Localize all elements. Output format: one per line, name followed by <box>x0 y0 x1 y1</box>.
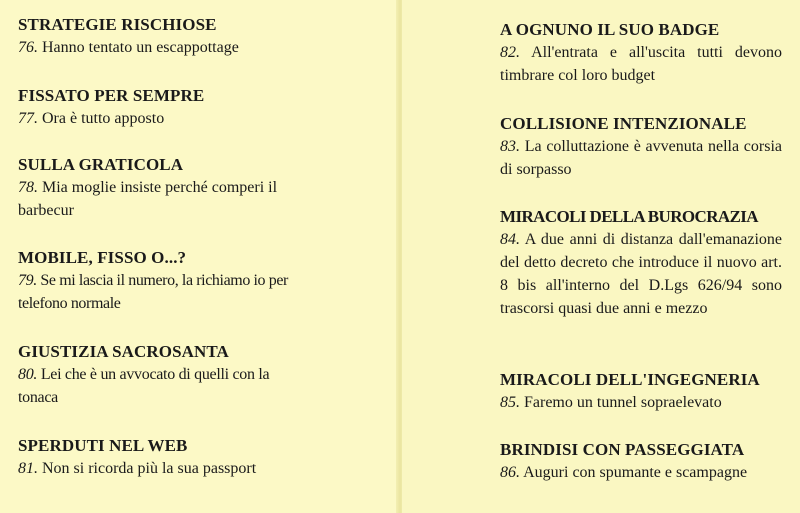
entry-number: 85. <box>500 394 520 411</box>
entry-number: 77. <box>18 110 38 127</box>
entry-body: A due anni di distanza dall'emanazione del detto decreto che introduce il nuovo art. 8 bis all'interno del D.Lgs 626/94 sono trascorsi quasi due anni e mezzo <box>500 231 782 317</box>
entry-number: 84. <box>500 231 520 248</box>
left-page <box>0 0 398 513</box>
entry-title: SPERDUTI NEL WEB <box>18 436 188 455</box>
entry-number: 76. <box>18 39 38 56</box>
entry-76 <box>18 15 390 59</box>
entry-body: Non si ricorda più la sua passport <box>42 460 257 477</box>
entry-title: MOBILE, FISSO O...? <box>18 248 187 267</box>
entry-text <box>18 107 390 130</box>
entry-body: Ora è tutto apposto <box>42 110 165 127</box>
entry-82 <box>500 20 782 87</box>
entry-text <box>18 36 390 59</box>
entry-text <box>500 41 782 87</box>
entry-text <box>18 363 308 409</box>
entry-body: Auguri con spumante e scampagne <box>523 464 748 481</box>
entry-85 <box>500 370 782 414</box>
entry-title: A OGNUNO IL SUO BADGE <box>500 20 720 39</box>
entry-79 <box>18 248 390 315</box>
entry-86 <box>500 440 782 484</box>
entry-title: COLLISIONE INTENZIONALE <box>500 114 747 133</box>
entry-body: Mia moglie insiste perché comperi il barbecur <box>18 179 278 219</box>
entry-title: BRINDISI CON PASSEGGIATA <box>500 440 745 459</box>
entry-text <box>500 135 782 181</box>
entry-text <box>18 176 318 222</box>
entry-81 <box>18 436 390 480</box>
entry-83 <box>500 114 782 181</box>
entry-84 <box>500 207 782 320</box>
entry-number: 78. <box>18 179 38 196</box>
entry-77 <box>18 86 390 130</box>
entry-number: 82. <box>500 44 520 61</box>
entry-title: STRATEGIE RISCHIOSE <box>18 15 217 34</box>
entry-number: 81. <box>18 460 38 477</box>
entry-title: FISSATO PER SEMPRE <box>18 86 205 105</box>
entry-number: 79. <box>18 272 37 289</box>
entry-title: MIRACOLI DELLA BUROCRAZIA <box>500 207 758 226</box>
entry-body: Lei che è un avvocato di quelli con la tonaca <box>18 366 270 406</box>
entry-title: GIUSTIZIA SACROSANTA <box>18 342 229 361</box>
entry-text <box>500 391 782 414</box>
entry-text <box>500 228 782 320</box>
entry-body: Se mi lascia il numero, la richiamo io per telefono normale <box>18 272 288 312</box>
entry-number: 83. <box>500 138 520 155</box>
entry-number: 86. <box>500 464 520 481</box>
entry-80 <box>18 342 390 409</box>
entry-title: MIRACOLI DELL'INGEGNERIA <box>500 370 760 389</box>
entry-text <box>500 461 782 484</box>
entry-body: La colluttazione è avvenuta nella corsia di sorpasso <box>500 138 783 178</box>
entry-title: SULLA GRATICOLA <box>18 155 184 174</box>
entry-body: Hanno tentato un escappottage <box>42 39 239 56</box>
entry-number: 80. <box>18 366 38 383</box>
entry-body: Faremo un tunnel sopraelevato <box>524 394 722 411</box>
entry-body: All'entrata e all'uscita tutti devono timbrare col loro budget <box>500 44 782 84</box>
entry-text <box>18 457 390 480</box>
entry-text <box>18 269 308 315</box>
entry-78 <box>18 155 390 222</box>
right-page <box>402 0 800 513</box>
